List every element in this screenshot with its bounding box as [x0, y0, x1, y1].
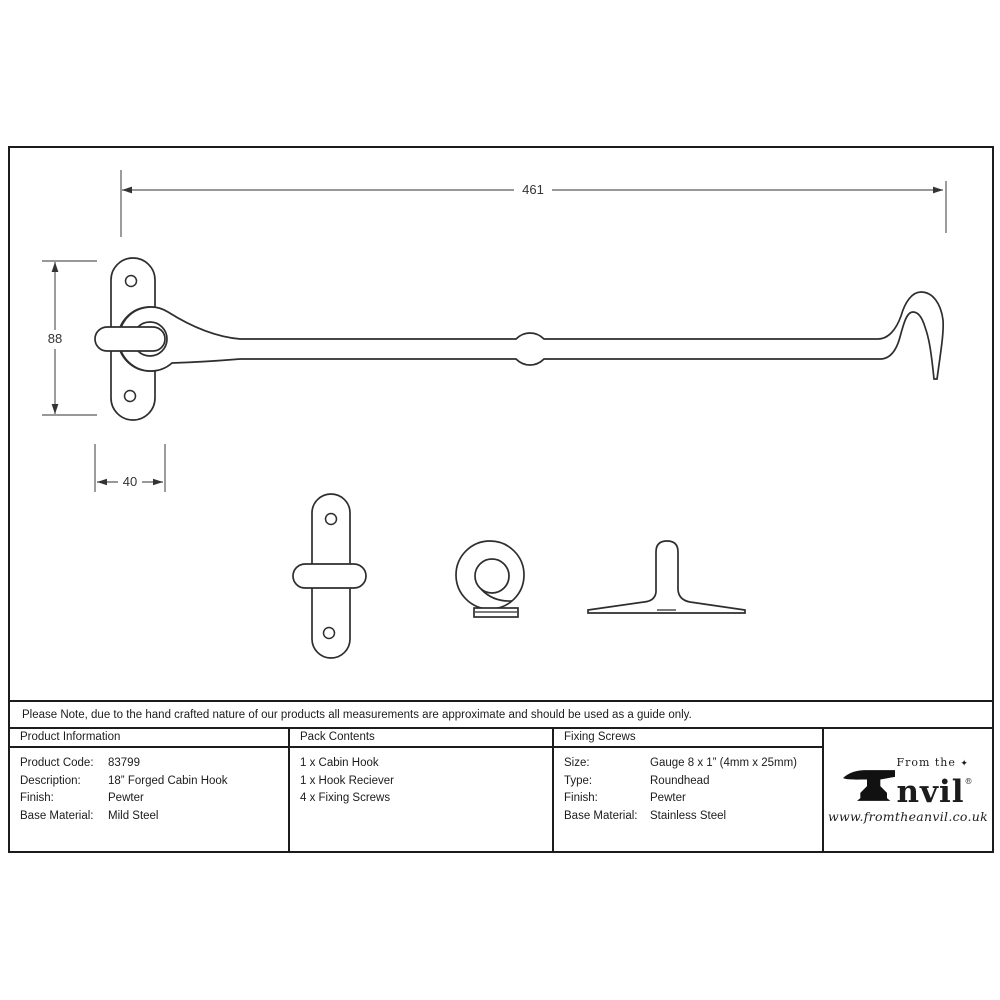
table-row: Size: Gauge 8 x 1” (4mm x 25mm): [564, 757, 797, 769]
product-info-table: [10, 727, 992, 851]
header-product-information: Product Information: [10, 729, 290, 748]
anvil-icon: [843, 769, 895, 802]
list-item: 1 x Cabin Hook: [300, 757, 379, 769]
table-row: Finish: Pewter: [564, 792, 686, 804]
table-row: Product Code: 83799: [20, 757, 140, 769]
logo-prefix: From the ✦: [896, 755, 969, 769]
table-row: Base Material: Stainless Steel: [564, 809, 727, 822]
logo-name: nvil®: [896, 773, 973, 810]
table-row: Base Material: Mild Steel: [20, 809, 159, 822]
measurement-note: [10, 700, 992, 727]
table-row: Finish: Pewter: [20, 792, 144, 804]
fixing-screws-body: [554, 748, 824, 851]
registered-mark: ®: [964, 776, 973, 786]
header-fixing-screws: Fixing Screws: [554, 729, 824, 748]
table-row: Description: 18” Forged Cabin Hook: [20, 774, 228, 787]
pack-contents-body: [290, 748, 554, 851]
dim-width-label: 40: [122, 474, 138, 489]
logo-star-icon: ✦: [960, 758, 969, 769]
dim-length-label: 461: [522, 182, 544, 197]
table-row: Type: Roundhead: [564, 774, 710, 787]
brand-logo: [843, 755, 973, 810]
logo-website: www.fromtheanvil.co.uk: [827, 808, 989, 824]
brand-logo-cell: [824, 729, 992, 851]
list-item: 4 x Fixing Screws: [300, 792, 391, 804]
note-text: Please Note, due to the hand crafted nature of our products all measurements are approximate and should be used as a guide only.: [22, 708, 692, 721]
list-item: 1 x Hook Reciever: [300, 774, 394, 787]
spec-sheet-frame: [8, 146, 994, 853]
header-pack-contents: Pack Contents: [290, 729, 554, 748]
dim-height-label: 88: [47, 331, 63, 346]
product-information-body: [10, 748, 290, 851]
technical-drawing-area: [10, 148, 992, 700]
